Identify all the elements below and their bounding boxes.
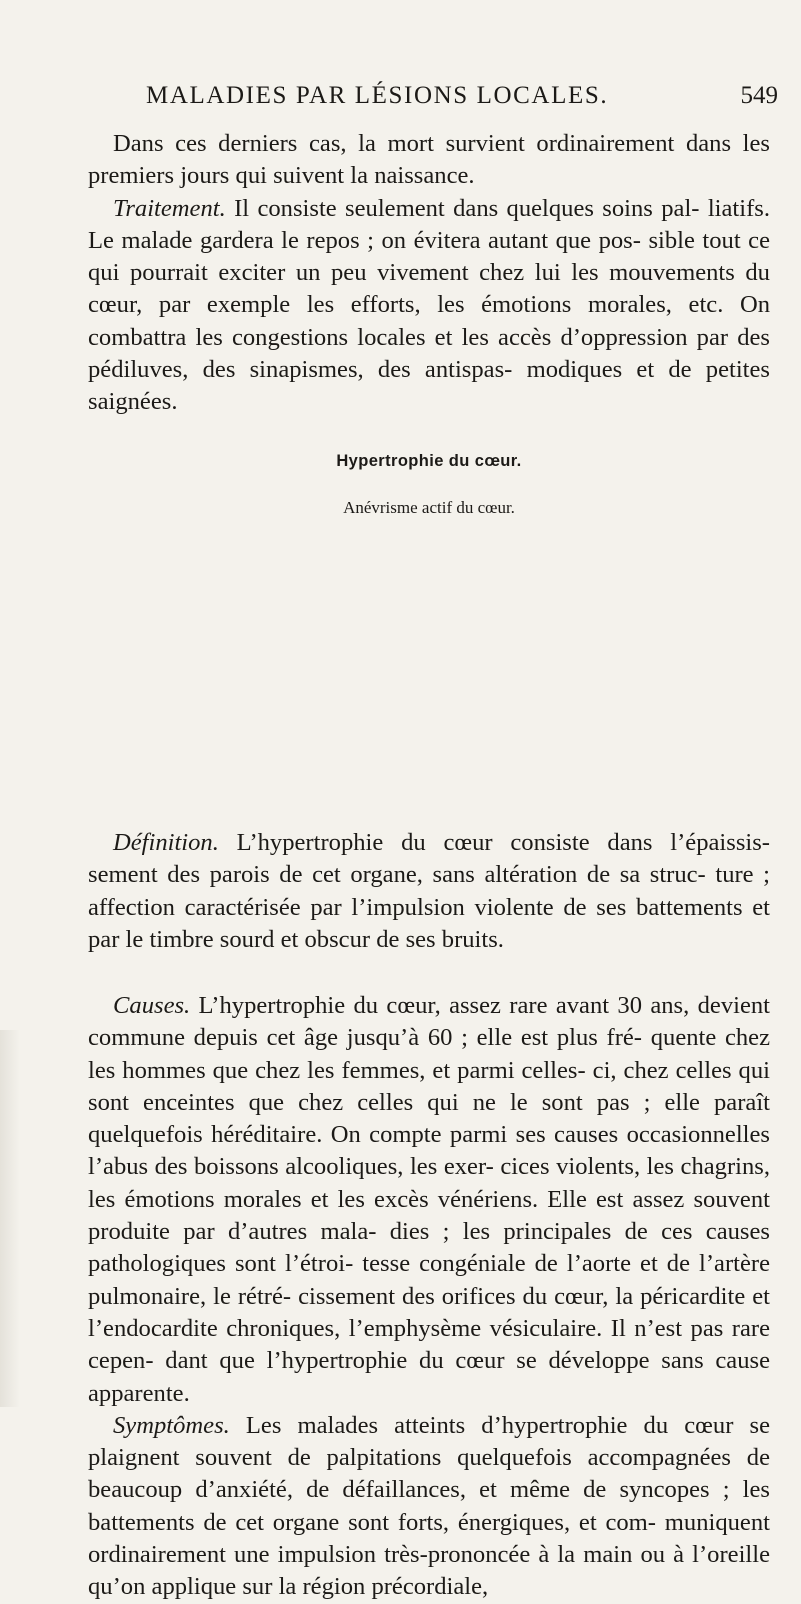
paragraph-symptomes [88, 1410, 770, 1604]
paragraph-definition [88, 827, 770, 956]
line: ci, chez celles qui sont enceintes que chez celles qui ne le sont [88, 1056, 770, 1116]
line: liatifs. Le malade gardera le repos ; on évitera autant que pos- [88, 194, 770, 254]
text-block-causes-symptoms [88, 990, 770, 1604]
line: muniquent ordinairement une impulsion très-prononcée à la [88, 1508, 770, 1569]
running-head [88, 82, 778, 122]
line: causes occasionnelles l’abus des boissons alcooliques, les exer- [88, 1121, 770, 1181]
paragraph-intro [88, 128, 770, 193]
paragraph-traitement [88, 193, 770, 419]
line: mouvements du cœur, par exemple les efforts, les émotions [88, 259, 770, 319]
line: battements et par le timbre sourd et obscur de ses bruits. [88, 893, 770, 953]
line: vénériens. Elle est assez souvent produite par d’autres mala- [88, 1185, 770, 1246]
section-subheading: Anévrisme actif du cœur. [343, 498, 515, 517]
line: main ou à l’oreille qu’on applique sur la région précordiale, [88, 1541, 770, 1601]
line: cissement des orifices du cœur, la péricardite et l’endocardite [88, 1282, 770, 1342]
text-block-definition [88, 827, 770, 956]
line: les premiers jours qui suivent la naissance. [88, 130, 770, 190]
line: quente chez les hommes que chez les femmes, et parmi celles- [88, 1024, 771, 1084]
paragraph-lead: Définition. [113, 829, 219, 856]
paragraph-lead: Traitement. [113, 194, 226, 222]
line: dies ; les principales de ces causes pathologiques sont l’étroi- [88, 1218, 770, 1278]
line: dant que l’hypertrophie du cœur se développe sans cause [165, 1347, 770, 1375]
text-block-top [88, 128, 770, 419]
line: devient commune depuis cet âge jusqu’à 60 ; elle est plus fré- [88, 992, 771, 1052]
paragraph-lead: Symptômes. [113, 1411, 230, 1439]
line: chroniques, l’emphysème vésiculaire. Il n’est pas rare cepen- [88, 1314, 770, 1375]
page-edge-shadow [0, 1030, 20, 1407]
line: pas ; elle paraît quelquefois héréditaire. On compte parmi ses [88, 1088, 770, 1149]
line: sement des parois de cet organe, sans altération de sa struc- [88, 861, 706, 889]
line: ture ; affection caractérisée par l’impulsion violente de ses [88, 861, 771, 921]
line: apparente. [88, 1379, 190, 1407]
paragraph-lead: Causes. [113, 992, 191, 1019]
running-title: MALADIES PAR LÉSIONS LOCALES. [146, 82, 609, 109]
paragraph-causes [88, 990, 770, 1410]
line: cices violents, les chagrins, les émotions morales et les excès [88, 1153, 770, 1213]
line: Dans ces derniers cas, la mort survient ordinairement dans [113, 130, 732, 157]
line: de beaucoup d’anxiété, de défaillances, et même de syncopes ; [88, 1444, 770, 1504]
line: d’oppression par des pédiluves, des sinapismes, des antispas- [88, 323, 770, 384]
line: les battements de cet organe sont forts, énergiques, et com- [88, 1476, 770, 1536]
line: L’hypertrophie du cœur, assez rare avant 30 ans, [190, 992, 690, 1019]
line: sible tout ce qui pourrait exciter un peu vivement chez lui les [88, 226, 770, 287]
page-number: 549 [740, 82, 778, 109]
line: tesse congéniale de l’aorte et de l’artère pulmonaire, le rétré- [88, 1250, 770, 1310]
line: modiques et de petites saignées. [88, 356, 770, 416]
section-heading: Hypertrophie du cœur. [336, 452, 522, 470]
line: Les malades atteints d’hypertrophie du cœur se [229, 1411, 770, 1439]
line: morales, etc. On combattra les congestions locales et les accès [88, 291, 771, 351]
line: L’hypertrophie du cœur consiste dans l’épaissis- [218, 829, 770, 856]
line: plaignent souvent de palpitations quelquefois accompagnées [88, 1444, 731, 1472]
line: Il consiste seulement dans quelques soins pal- [225, 194, 700, 222]
